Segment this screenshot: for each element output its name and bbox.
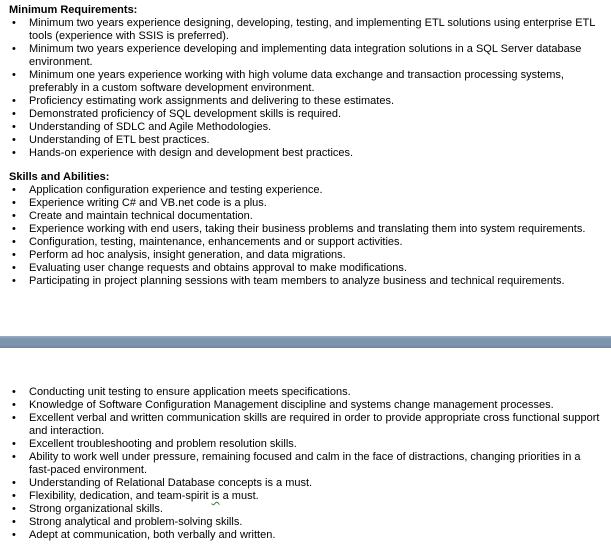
- list-item: • Excellent troubleshooting and problem resolution skills.: [0, 438, 600, 451]
- list-item: • Evaluating user change requests and obtains approval to make modifications.: [0, 262, 600, 275]
- min-requirements-heading: Minimum Requirements:: [9, 4, 138, 16]
- list-item: • Perform ad hoc analysis, insight generation, and data migrations.: [0, 249, 600, 262]
- page-break-bar: [0, 336, 611, 348]
- continued-list: [0, 386, 600, 542]
- list-item: • Minimum two years experience designing, developing, testing, and implementing ETL solutions using enterprise ETL tools (experience with SSIS is preferred).: [0, 17, 600, 43]
- skills-heading: Skills and Abilities:: [9, 171, 110, 183]
- list-item-text: Flexibility, dedication, and team-spirit: [29, 490, 212, 502]
- list-item: • Create and maintain technical documentation.: [0, 210, 600, 223]
- list-item: • Knowledge of Software Configuration Management discipline and systems change management processes.: [0, 399, 600, 412]
- min-requirements-list: [0, 17, 600, 160]
- list-item: • Application configuration experience and testing experience.: [0, 184, 600, 197]
- grammar-squiggle-word[interactable]: is: [211, 490, 220, 502]
- list-item: • Understanding of ETL best practices.: [0, 134, 600, 147]
- list-item: [0, 490, 600, 503]
- document-page-2: [0, 348, 611, 546]
- list-item: • Understanding of Relational Database concepts is a must.: [0, 477, 600, 490]
- list-item: • Proficiency estimating work assignments and delivering to these estimates.: [0, 95, 600, 108]
- list-item: • Experience working with end users, taking their business problems and translating them into system requirements.: [0, 223, 600, 236]
- skills-list: [0, 184, 600, 288]
- list-item: • Adept at communication, both verbally and written.: [0, 529, 600, 542]
- list-item: • Participating in project planning sessions with team members to analyze business and technical requirements.: [0, 275, 600, 288]
- list-item: • Strong analytical and problem-solving skills.: [0, 516, 600, 529]
- list-item: • Demonstrated proficiency of SQL development skills is required.: [0, 108, 600, 121]
- list-item: • Ability to work well under pressure, remaining focused and calm in the face of distractions, changing priorities in a fast-paced environment.: [0, 451, 600, 477]
- list-item: • Experience writing C# and VB.net code is a plus.: [0, 197, 600, 210]
- list-item: • Configuration, testing, maintenance, enhancements and or support activities.: [0, 236, 600, 249]
- list-item: • Hands-on experience with design and development best practices.: [0, 147, 600, 160]
- list-item: • Strong organizational skills.: [0, 503, 600, 516]
- list-item: • Minimum one years experience working with high volume data exchange and transaction processing systems, preferably in a custom software development environment.: [0, 69, 600, 95]
- list-item: • Conducting unit testing to ensure application meets specifications.: [0, 386, 600, 399]
- list-item: • Excellent verbal and written communication skills are required in order to provide appropriate cross functional support and interaction.: [0, 412, 600, 438]
- list-item: • Minimum two years experience developing and implementing data integration solutions in a SQL Server database environment.: [0, 43, 600, 69]
- list-item-text: a must.: [219, 490, 259, 502]
- list-item: • Understanding of SDLC and Agile Methodologies.: [0, 121, 600, 134]
